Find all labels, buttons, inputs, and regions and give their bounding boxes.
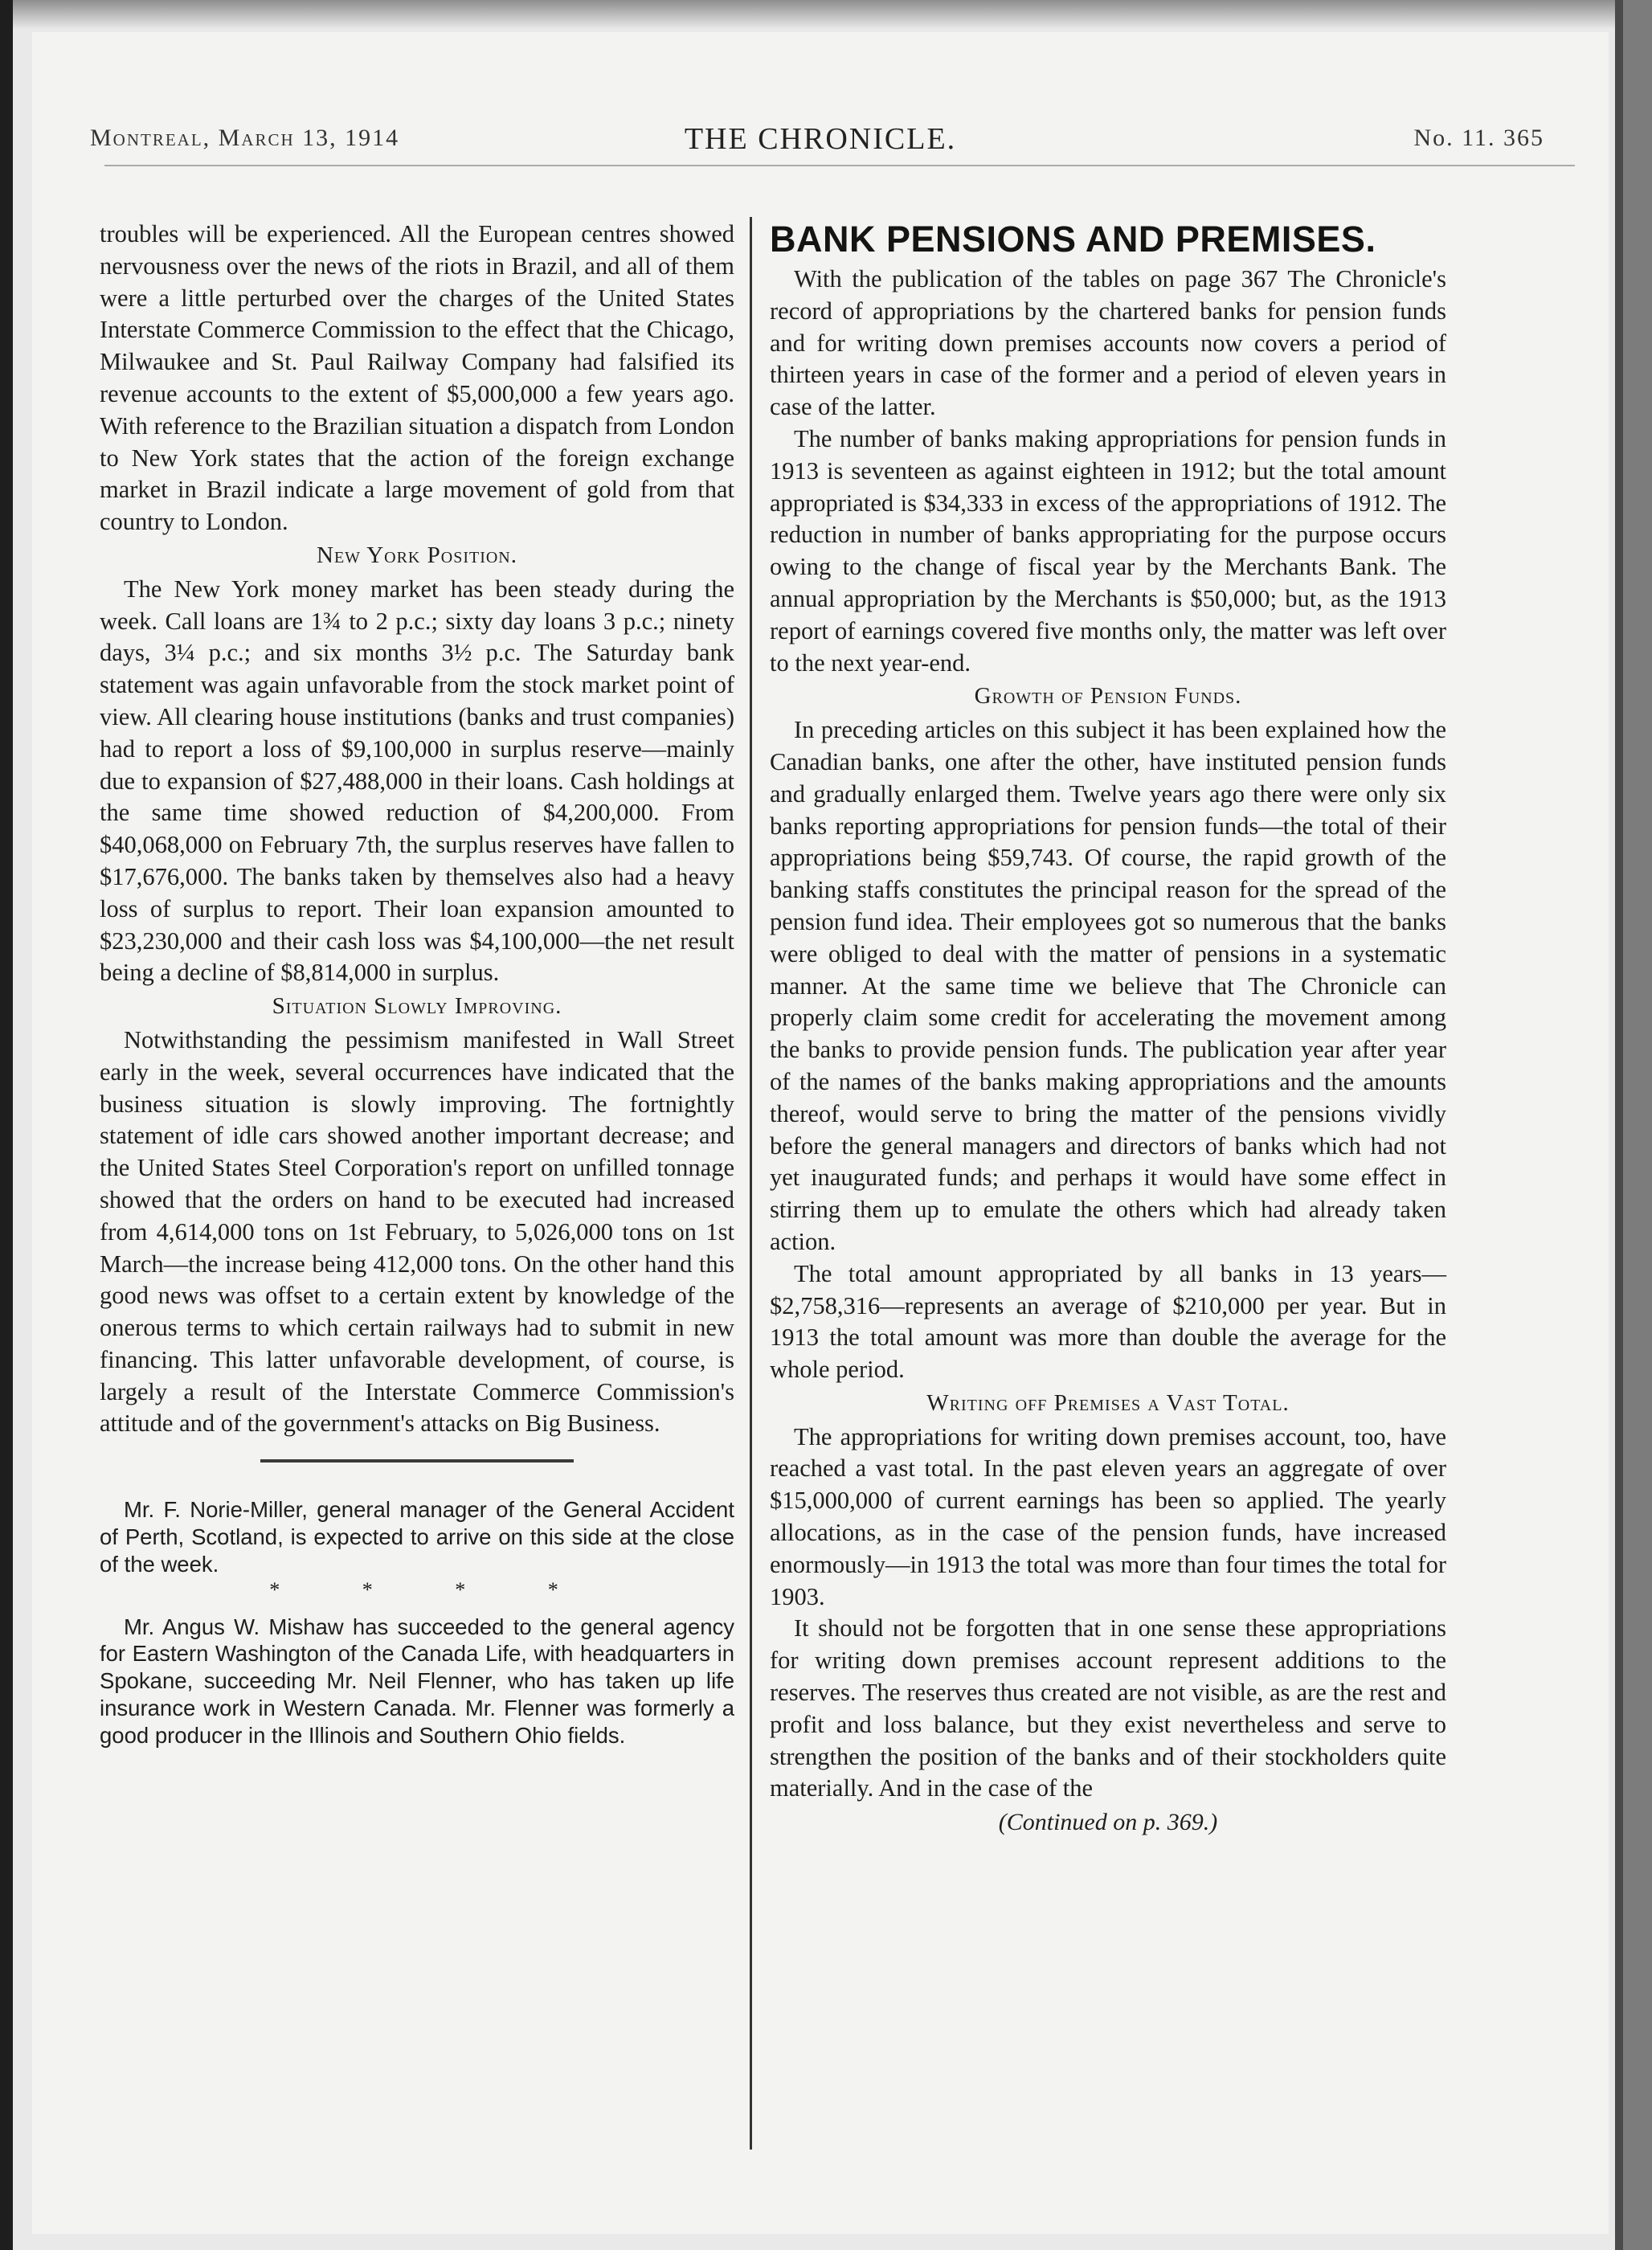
dateline: Montreal, March 13, 1914 bbox=[90, 125, 400, 151]
subheading-new-york-position: New York Position. bbox=[317, 542, 517, 568]
scan-top-shadow bbox=[13, 0, 1615, 29]
paragraph-reserves: It should not be forgotten that in one sense these appropriations for writing down premises account represent additions to the reserves. The reserves thus created are not visible, as are the rest and profit and loss balance, but they exist nevertheless and serve to strengthen the position of the banks and of their stockholders quite materially. And in the case of the bbox=[770, 1614, 1446, 1802]
subheading-writing-off-premises: Writing off Premises a Vast Total. bbox=[926, 1389, 1290, 1416]
column-divider bbox=[750, 217, 752, 2150]
continued-on-page-note: (Continued on p. 369.) bbox=[998, 1809, 1218, 1836]
paragraph-intro: With the publication of the tables on page 367 The Chronicle's record of appropriations by the chartered banks for pension funds and for writing down premises accounts now covers a period of thirteen years in case of the former and a period of eleven years in case of the latter. bbox=[770, 265, 1446, 421]
paragraph-situation: Notwithstanding the pessimism manifested in Wall Street early in the week, several occurrences have indicated that the business situation is slowly improving. The fortnightly statement of idle cars showed another important decrease; and the United States Steel Corporation's report on unfilled tonnage showed that the orders on hand to be executed had increased from 4,614,000 tons on 1st February, to 5,026,000 tons on 1st March—the increase being 412,000 tons. On the other hand this good news was offset to a certain extent by knowledge of the onerous terms to which certain railways had to submit in new financing. This latter unfavorable development, of course, is largely a result of the Interstate Commerce Commission's attitude and of the government's attacks on Big Business. bbox=[100, 1025, 734, 1438]
issue-and-page-number: No. 11. 365 bbox=[1413, 125, 1544, 151]
newspaper-page bbox=[32, 32, 1609, 2234]
subheading-growth-of-pension-funds: Growth of Pension Funds. bbox=[974, 683, 1242, 710]
publication-title: THE CHRONICLE. bbox=[684, 122, 957, 156]
article-headline: BANK PENSIONS AND PREMISES. bbox=[770, 219, 1376, 260]
scan-binding-edge bbox=[1615, 0, 1652, 2250]
right-column bbox=[770, 219, 1446, 1839]
left-column bbox=[100, 219, 734, 1749]
paragraph-new-york-money: The New York money market has been steady during the week. Call loans are 1¾ to 2 p.c.; sixty day loans 3 p.c.; ninety days, 3¼ p.c.; and six months 3½ p.c. The Saturday bank statement was again unfavorable from the stock market point of view. All clearing house institutions (banks and trust companies) had to report a loss of $9,100,000 in surplus reserve—mainly due to expansion of $27,488,000 in their loans. Cash holdings at the same time showed reduction of $4,200,000. From $40,068,000 on February 7th, the surplus reserves have fallen to $17,676,000. The banks taken by themselves also had a heavy loss of surplus to report. Their loan expansion amounted to $23,230,000 and their cash loss was $4,100,000—the net result being a decline of $8,814,000 in surplus. bbox=[100, 575, 734, 987]
paragraph-pension-growth: In preceding articles on this subject it has been explained how the Canadian banks, one after the other, have instituted pension funds and gradually enlarged them. Twelve years ago there were only six banks reporting appropriations for pension funds—the total of their appropriations being $59,743. Of course, the rapid growth of the banking staffs constitutes the principal reason for the spread of the pension fund idea. Their employees got so numerous that the banks were obliged to deal with the matter of pensions in a systematic manner. At the same time we believe that The Chronicle can properly claim some credit for accelerating the movement among the banks to provide pension funds. The publication year after year of the names of the banks making appropriations and the amounts thereof, would serve to bring the matter of the pensions vividly before the general managers and directors of banks which had not yet inaugurated funds; and perhaps it would have some effect in stirring them up to emulate the others which had already taken action. bbox=[770, 716, 1446, 1255]
section-separator bbox=[260, 1459, 574, 1462]
paragraph-premises-total: The appropriations for writing down premises account, too, have reached a vast total. In the past eleven years an aggregate of over $15,000,000 of current earnings has been so applied. The yearly allocations, as in the case of the pension funds, have increased enormously—in 1913 the total was more than four times the total for 1903. bbox=[770, 1422, 1446, 1610]
paragraph-number-of-banks: The number of banks making appropriations for pension funds in 1913 is seventeen as against eighteen in 1912; but the total amount appropriated is $34,333 in excess of the appropriations of 1912. The reduction in number of banks appropriating for the purpose occurs owing to the change of fiscal year by the Merchants Bank. The annual appropriation by the Merchants is $50,000; but, as the 1913 report of earnings covered five months only, the matter was left over to the next year-end. bbox=[770, 424, 1446, 677]
continued-paragraph: troubles will be experienced. All the European centres showed nervousness over the news of the riots in Brazil, and all of them were a little perturbed over the charges of the United States Interstate Commerce Commission to the effect that the Chicago, Milwaukee and St. Paul Railway Company had falsified its revenue accounts to the extent of $5,000,000 a few years ago. With reference to the Brazilian situation a dispatch from London to New York states that the action of the foreign exchange market in Brazil indicate a large movement of gold from that country to London. bbox=[100, 220, 734, 536]
scan-left-edge bbox=[0, 0, 13, 2250]
subheading-situation-improving: Situation Slowly Improving. bbox=[272, 993, 562, 1020]
paragraph-total-appropriated: The total amount appropriated by all banks in 13 years—$2,758,316—represents an average of $210,000 per year. But in 1913 the total amount was more than double the average for the whole period. bbox=[770, 1259, 1446, 1384]
news-brief-norie-miller: Mr. F. Norie-Miller, general manager of the General Accident of Perth, Scotland, is expected to arrive on this side at the close of the week. bbox=[100, 1497, 734, 1577]
header-rule bbox=[104, 165, 1575, 166]
news-brief-mishaw: Mr. Angus W. Mishaw has succeeded to the general agency for Eastern Washington of the Canada Life, with headquarters in Spokane, succeeding Mr. Neil Flenner, who has taken up life insurance work in Western Canada. Mr. Flenner was formerly a good producer in the Illinois and Southern Ohio fields. bbox=[100, 1614, 734, 1748]
asterisk-separator: * * * * bbox=[269, 1577, 597, 1602]
